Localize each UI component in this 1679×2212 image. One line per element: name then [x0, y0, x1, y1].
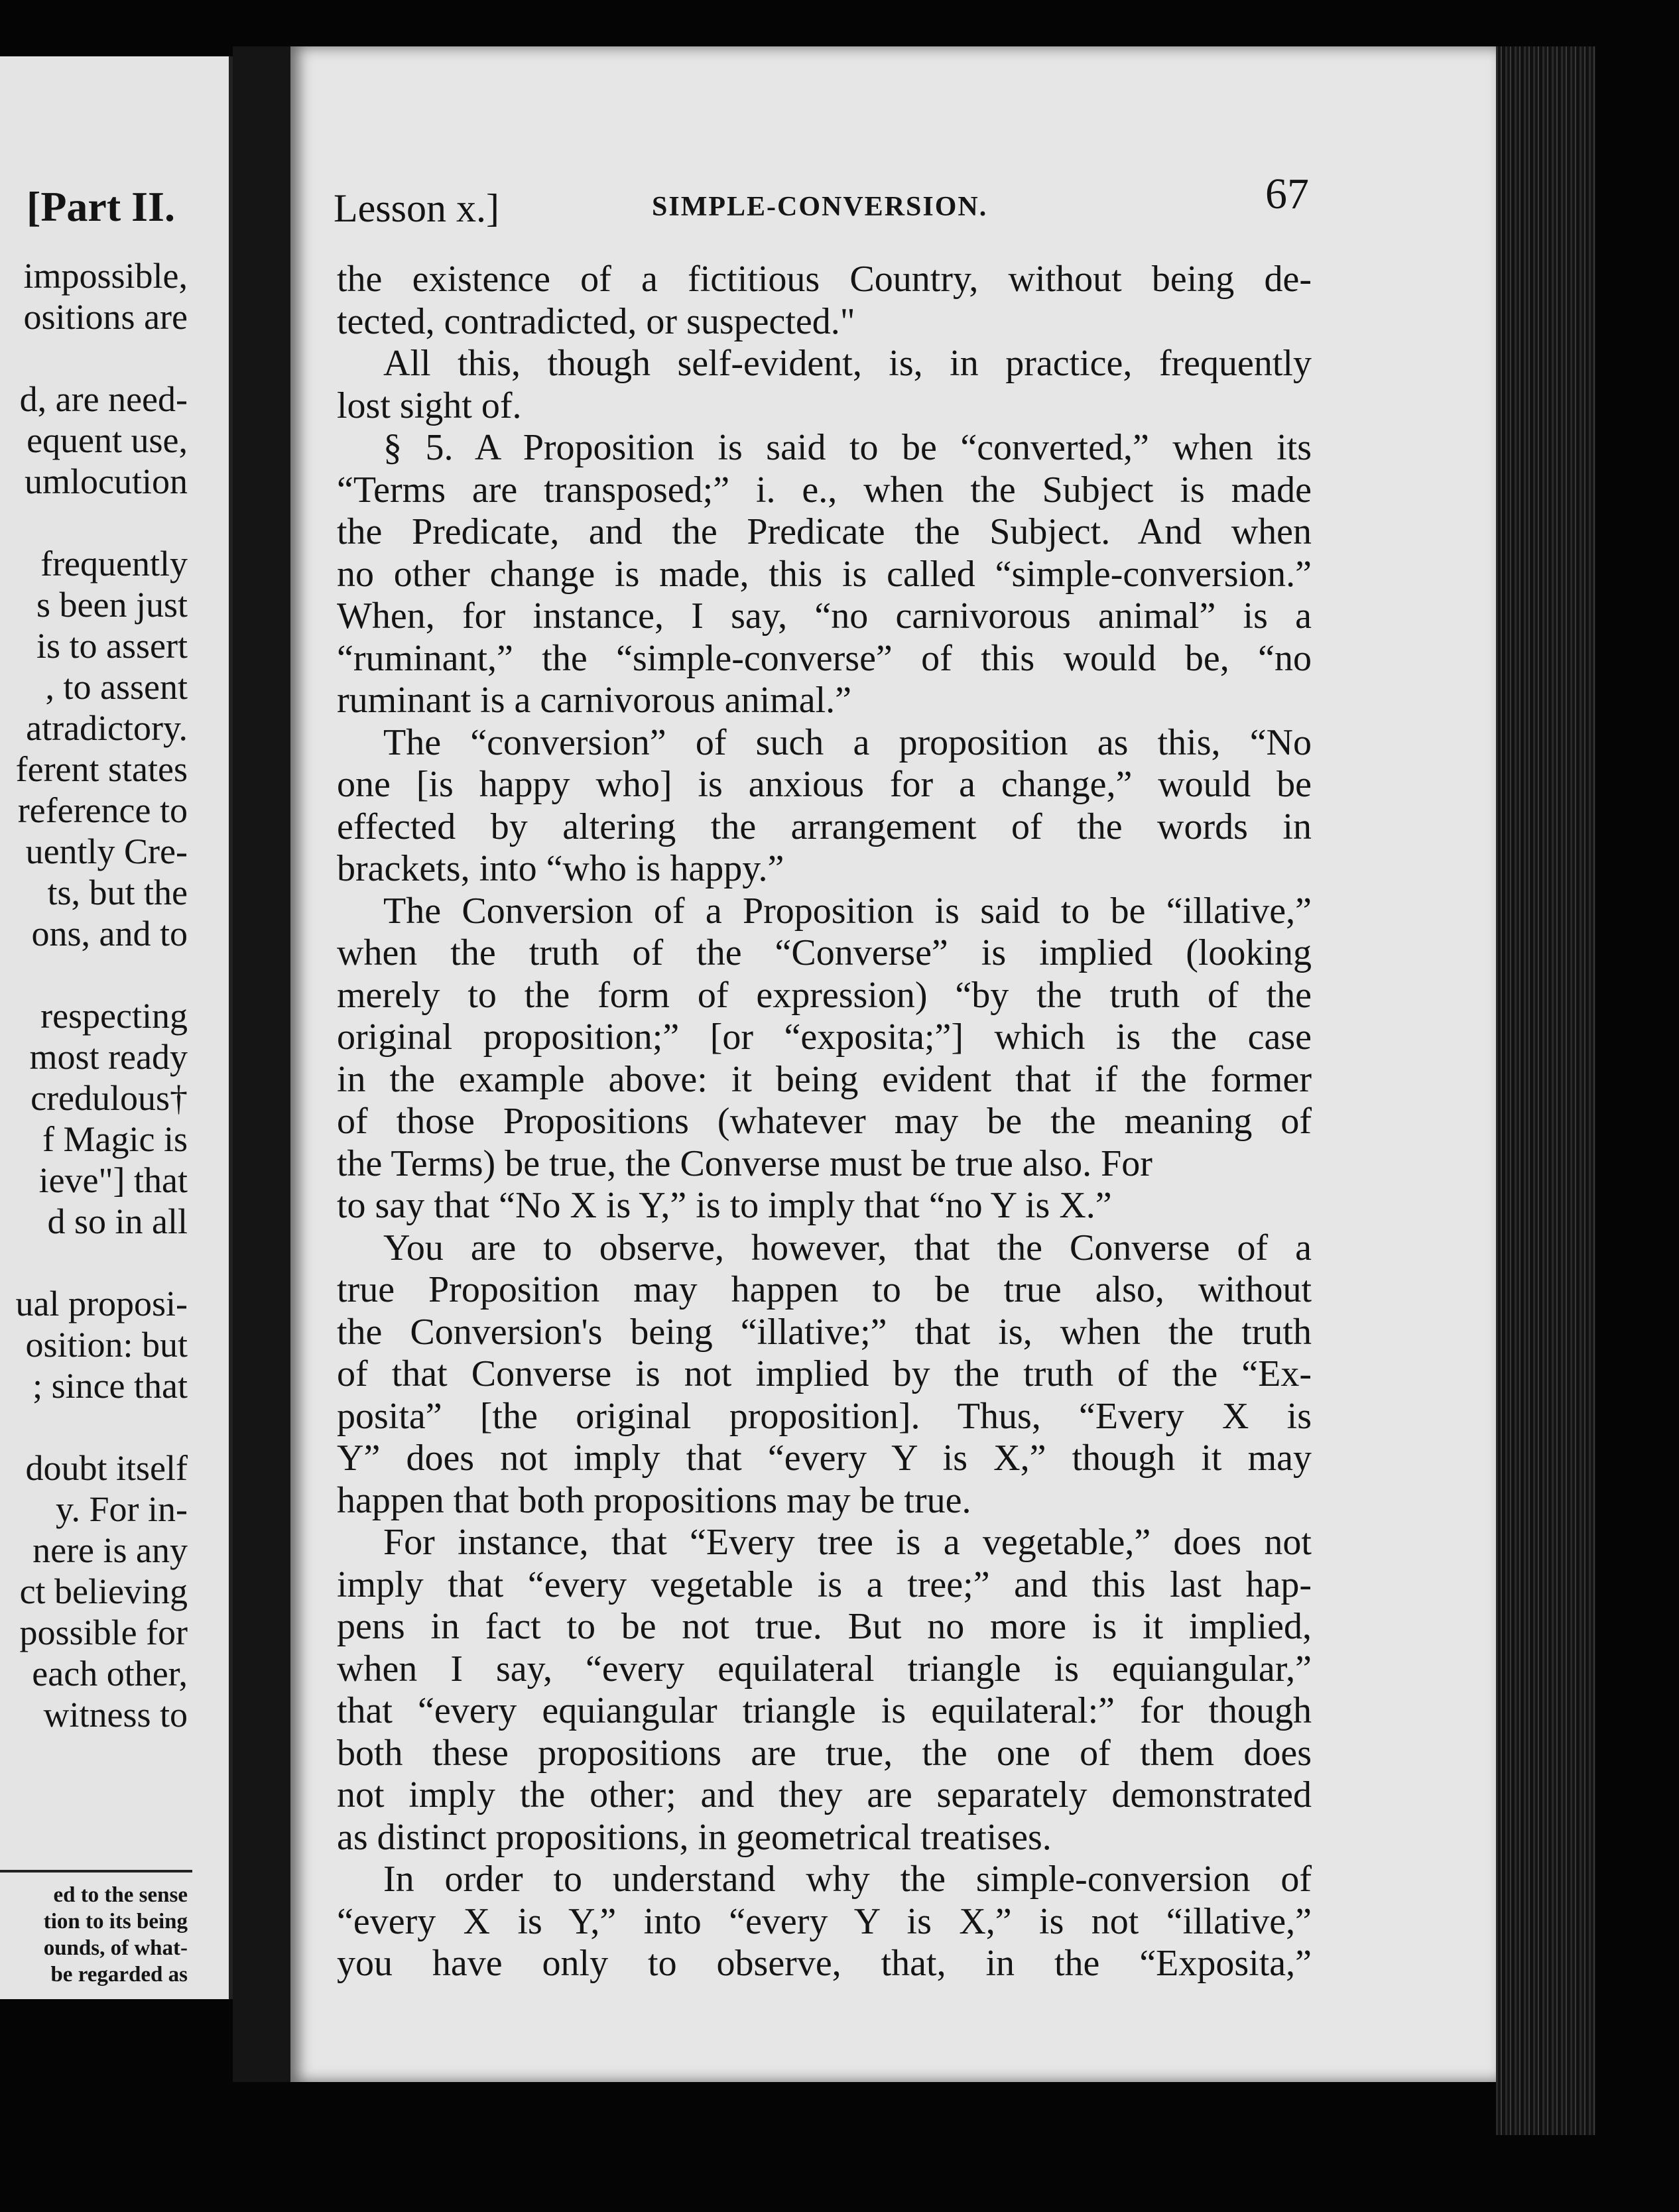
left-page	[0, 56, 233, 1999]
text-line: both these propositions are true, the one of them does	[337, 1732, 1312, 1774]
text-line: posita” [the original proposition]. Thus, “Every X is	[337, 1395, 1312, 1437]
left-line: ct believing	[19, 1571, 188, 1611]
text-line: pens in fact to be not true. But no more is it implied,	[337, 1606, 1312, 1647]
left-line: respecting	[40, 996, 188, 1036]
text-line: “ruminant,” the “simple-converse” of this would be, “no	[337, 637, 1312, 679]
running-head-lesson: Lesson x.]	[334, 186, 499, 230]
text-line: happen that both propositions may be true.	[337, 1479, 971, 1521]
left-line: ieve"] that	[38, 1160, 188, 1200]
left-footnote-line: ounds, of what-	[43, 1936, 188, 1960]
left-line: doubt itself	[25, 1448, 188, 1488]
left-line: impossible,	[23, 256, 188, 296]
left-footnote-line: be regarded as	[50, 1963, 188, 1987]
left-line: possible for	[19, 1613, 188, 1652]
page-number: 67	[1265, 170, 1309, 218]
text-line: as distinct propositions, in geometrical treatises.	[337, 1816, 1052, 1858]
text-line: All this, though self-evident, is, in practice, frequently	[383, 343, 1312, 384]
left-line: reference to	[17, 790, 188, 830]
text-line: original proposition;” [or “exposita;”] which is the case	[337, 1016, 1312, 1058]
left-line: f Magic is	[42, 1119, 188, 1159]
left-line: ons, and to	[31, 914, 188, 953]
text-line: the Predicate, and the Predicate the Subject. And when	[337, 511, 1312, 552]
text-line: when the truth of the “Converse” is implied (looking	[337, 932, 1312, 973]
text-line: When, for instance, I say, “no carnivorous animal” is a	[337, 595, 1312, 637]
left-line: , to assent	[45, 667, 188, 707]
text-line: in the example above: it being evident that if the former	[337, 1058, 1312, 1100]
right-page	[290, 46, 1496, 2082]
left-line: credulous†	[31, 1078, 188, 1118]
left-line: osition: but	[25, 1325, 188, 1365]
left-line: most ready	[29, 1037, 188, 1077]
left-line: s been just	[36, 585, 188, 625]
page-edges	[1496, 46, 1595, 2135]
text-line: that “every equiangular triangle is equilateral:” for though	[337, 1690, 1312, 1731]
text-line: to say that “No X is Y,” is to imply that “no Y is X.”	[337, 1185, 1112, 1226]
left-line: equent use,	[27, 420, 188, 460]
text-line: In order to understand why the simple-conversion of	[383, 1859, 1312, 1900]
text-line: You are to observe, however, that the Converse of a	[383, 1227, 1312, 1268]
text-line: For instance, that “Every tree is a vegetable,” does not	[383, 1522, 1312, 1563]
left-line: d, are need-	[19, 379, 188, 419]
book-gutter	[233, 46, 292, 2082]
left-line: atradictory.	[26, 708, 188, 748]
left-line: uently Cre-	[25, 831, 188, 871]
running-head-title: SIMPLE-CONVERSION.	[652, 192, 988, 222]
text-line: merely to the form of expression) “by the truth of the	[337, 974, 1312, 1016]
text-line: brackets, into “who is happy.”	[337, 848, 784, 889]
left-page-header: [Part II.	[27, 183, 175, 230]
text-line: no other change is made, this is called “simple-conversion.”	[337, 553, 1312, 595]
text-line: not imply the other; and they are separately demonstrated	[337, 1774, 1312, 1815]
left-line: ositions are	[23, 297, 188, 337]
text-line: true Proposition may happen to be true also, without	[337, 1269, 1312, 1310]
text-line: ruminant is a carnivorous animal.”	[337, 680, 851, 721]
text-line: one [is happy who] is anxious for a change,” would be	[337, 764, 1312, 805]
left-line: nere is any	[32, 1530, 188, 1570]
text-line: of those Propositions (whatever may be the meaning of	[337, 1101, 1312, 1142]
left-footnote-line: tion to its being	[43, 1910, 188, 1934]
text-line: Y” does not imply that “every Y is X,” though it may	[337, 1438, 1312, 1479]
text-line: the existence of a fictitious Country, without being de-	[337, 259, 1312, 300]
footnote-divider	[0, 1870, 192, 1873]
left-line: ; since that	[32, 1366, 188, 1406]
text-line: The “conversion” of such a proposition as this, “No	[383, 721, 1312, 763]
text-line: The Conversion of a Proposition is said to be “illative,”	[383, 890, 1312, 932]
text-line: the Conversion's being “illative;” that is, when the truth	[337, 1311, 1312, 1353]
text-line: “every X is Y,” into “every Y is X,” is not “illative,”	[337, 1900, 1312, 1942]
text-line: when I say, “every equilateral triangle is equiangular,”	[337, 1648, 1312, 1690]
text-line: “Terms are transposed;” i. e., when the Subject is made	[337, 469, 1312, 511]
text-line: § 5. A Proposition is said to be “converted,” when its	[383, 427, 1312, 468]
left-line: ferent states	[15, 749, 188, 789]
text-line: lost sight of.	[337, 385, 522, 426]
text-line: tected, contradicted, or suspected."	[337, 300, 855, 342]
text-line: you have only to observe, that, in the “Exposita,”	[337, 1943, 1312, 1984]
left-line: y. For in-	[56, 1489, 188, 1529]
left-line: frequently	[40, 544, 188, 584]
left-line: umlocution	[25, 461, 188, 501]
left-line: d so in all	[47, 1201, 188, 1241]
text-line: imply that “every vegetable is a tree;” and this last hap-	[337, 1564, 1312, 1605]
left-line: witness to	[43, 1695, 188, 1735]
text-line: of that Converse is not implied by the truth of the “Ex-	[337, 1353, 1312, 1394]
left-line: each other,	[32, 1654, 188, 1693]
left-line: ts, but the	[47, 873, 188, 912]
left-line: is to assert	[36, 626, 188, 666]
text-line: the Terms) be true, the Converse must be true also. For	[337, 1142, 1152, 1184]
left-line: ual proposi-	[15, 1284, 188, 1323]
left-footnote-line: ed to the sense	[53, 1883, 188, 1907]
text-line: effected by altering the arrangement of the words in	[337, 806, 1312, 847]
